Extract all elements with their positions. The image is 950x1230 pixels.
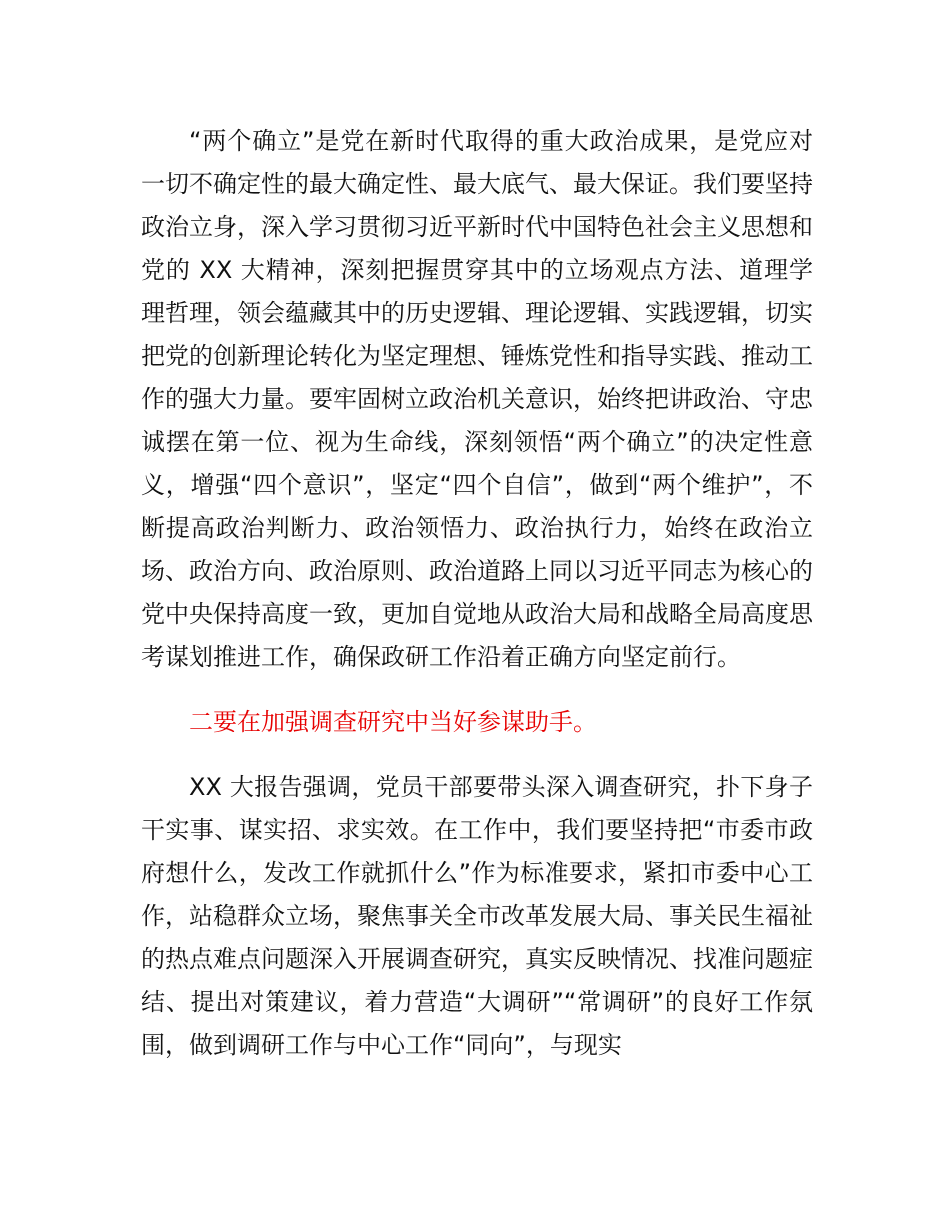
body-paragraph-1: “两个确立”是党在新时代取得的重大政治成果，是党应对一切不确定性的最大确定性、最大底气、最大保证。我们要坚持政治立身，深入学习贯彻习近平新时代中国特色社会主义思想和党的 XX 大精神，深刻把握贯穿其中的立场观点方法、道理学理哲理，领会蕴藏其中的历史逻辑、理论逻辑、实践逻辑，切实把党的创新理论转化为坚定理想、锤炼党性和指导实践、推动工作的强大力量。要牢固树立政治机关意识，始终把讲政治、守忠诚摆在第一位、视为生命线，深刻领悟“两个确立”的决定性意义，增强“四个意识”，坚定“四个自信”，做到“两个维护”，不断提高政治判断力、政治领悟力、政治执行力，始终在政治立场、政治方向、政治原则、政治道路上同以习近平同志为核心的党中央保持高度一致，更加自觉地从政治大局和战略全局高度思考谋划推进工作，确保政研工作沿着正确方向坚定前行。 [141,127,813,671]
section-heading: 二要在加强调查研究中当好参谋助手。 [189,708,597,736]
body-paragraph-2: XX 大报告强调，党员干部要带头深入调查研究，扑下身子干实事、谋实招、求实效。在工作中，我们要坚持把“市委市政府想什么，发改工作就抓什么”作为标准要求，紧扣市委中心工作，站稳群众立场，聚焦事关全市改革发展大局、事关民生福祉的热点难点问题深入开展调查研究，真实反映情况、找准问题症结、提出对策建议，着力营造“大调研”“常调研”的良好工作氛围，做到调研工作与中心工作“同向”，与现实 [141,773,813,1059]
document-body [141,120,813,1067]
